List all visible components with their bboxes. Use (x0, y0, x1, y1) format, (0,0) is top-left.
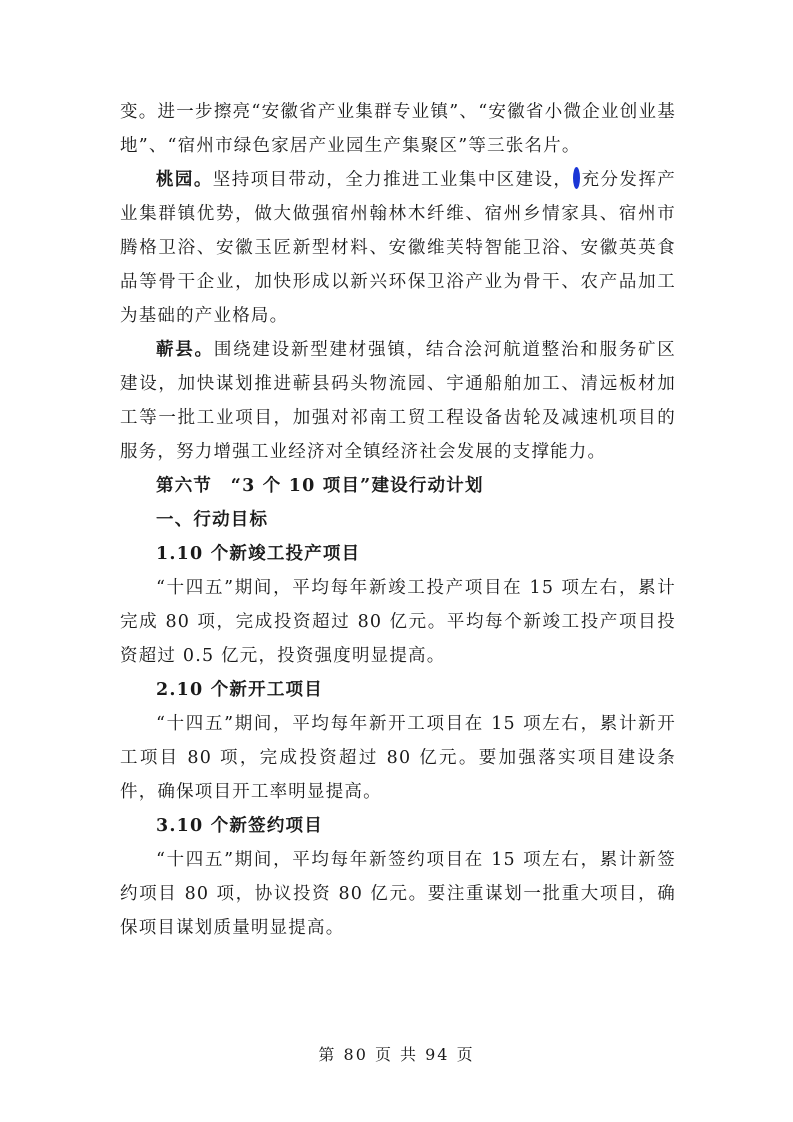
text-cursor-marker (573, 167, 580, 189)
paragraph-text-taoyuan-a: 坚持项目带动，全力推进工业集中区建设， (212, 170, 573, 190)
paragraph-lead-qixian: 蕲县。 (156, 340, 214, 360)
item-text-2: “十四五”期间，平均每年新开工项目在 15 项左右，累计新开工项目 80 项，完成投资超过 80 亿元。要加强落实项目建设条件，确保项目开工率明显提高。 (120, 714, 676, 802)
paragraph-continuation: 变。进一步擦亮“安徽省产业集群专业镇”、“安徽省小微企业创业基地”、“宿州市绿色家居产业园生产集聚区”等三张名片。 (120, 102, 676, 156)
item-heading-2: 2.10 个新开工项目 (156, 680, 323, 700)
section-subtitle: 一、行动目标 (156, 510, 269, 530)
paragraph-text-qixian: 围绕建设新型建材强镇，结合浍河航道整治和服务矿区建设，加快谋划推进蕲县码头物流园、宇通船舶加工、清远板材加工等一批工业项目，加强对祁南工贸工程设备齿轮及减速机项目的服务，努力增强工业经济对全镇经济社会发展的支撑能力。 (120, 340, 676, 462)
item-heading-3: 3.10 个新签约项目 (156, 816, 323, 836)
paragraph-text-taoyuan-b: 充分发挥产业集群镇优势，做大做强宿州翰林木纤维、宿州乡情家具、宿州市腾格卫浴、安徽玉匠新型材料、安徽维芙特智能卫浴、安徽英英食品等骨干企业，加快形成以新兴环保卫浴产业为骨干、农产品加工为基础的产业格局。 (120, 170, 676, 326)
paragraph-taoyuan (120, 163, 676, 333)
item-text-3: “十四五”期间，平均每年新签约项目在 15 项左右，累计新签约项目 80 项，协议投资 80 亿元。要注重谋划一批重大项目，确保项目谋划质量明显提高。 (120, 850, 676, 938)
paragraph-qixian (120, 333, 676, 469)
item-heading-1: 1.10 个新竣工投产项目 (156, 544, 361, 564)
page-number-footer: 第 80 页 共 94 页 (318, 1045, 475, 1064)
paragraph-lead-taoyuan: 桃园。 (156, 170, 213, 190)
section-title: 第六节 “3 个 10 项目”建设行动计划 (156, 476, 484, 496)
item-text-1: “十四五”期间，平均每年新竣工投产项目在 15 项左右，累计完成 80 项，完成投资超过 80 亿元。平均每个新竣工投产项目投资超过 0.5 亿元，投资强度明显提高。 (120, 578, 676, 666)
page-content (120, 95, 676, 945)
